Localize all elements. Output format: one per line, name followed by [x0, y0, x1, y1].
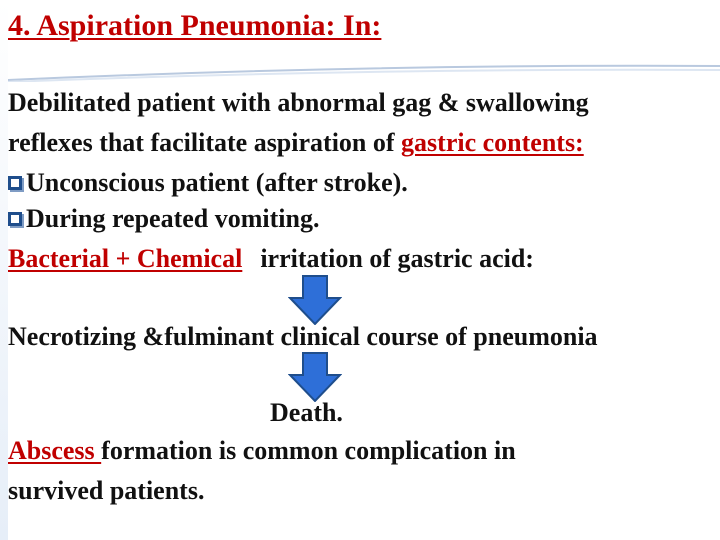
bullet-item	[8, 168, 408, 198]
bullet-text: During repeated vomiting.	[26, 204, 320, 233]
cause-highlight: Bacterial + Chemical	[8, 244, 243, 273]
bullet-square-icon	[8, 176, 22, 190]
down-arrow-icon	[288, 275, 342, 325]
complication-line-1	[8, 436, 516, 466]
decorative-rule	[8, 62, 720, 82]
outcome-line: Death.	[270, 398, 343, 427]
consequence-line: Necrotizing &fulminant clinical course of pneumonia	[8, 322, 598, 351]
bullet-text: Unconscious patient (after stroke).	[26, 168, 408, 197]
complication-line-2: survived patients.	[8, 476, 205, 505]
decorative-sidebar	[0, 0, 8, 540]
gastric-contents-highlight: gastric contents:	[401, 128, 584, 157]
down-arrow-icon	[288, 352, 342, 402]
bullet-item	[8, 204, 319, 234]
cause-text: irritation of gastric acid:	[260, 244, 534, 273]
intro-line-2-text: reflexes that facilitate aspiration of	[8, 128, 402, 157]
page-title: 4. Aspiration Pneumonia: In:	[8, 9, 382, 42]
intro-line-2	[8, 128, 584, 158]
complication-text: formation is common complication in	[101, 436, 516, 465]
bullet-square-icon	[8, 212, 22, 226]
abscess-highlight: Abscess	[8, 436, 102, 465]
cause-line	[8, 244, 534, 274]
intro-line-1: Debilitated patient with abnormal gag & swallowing	[8, 88, 589, 117]
